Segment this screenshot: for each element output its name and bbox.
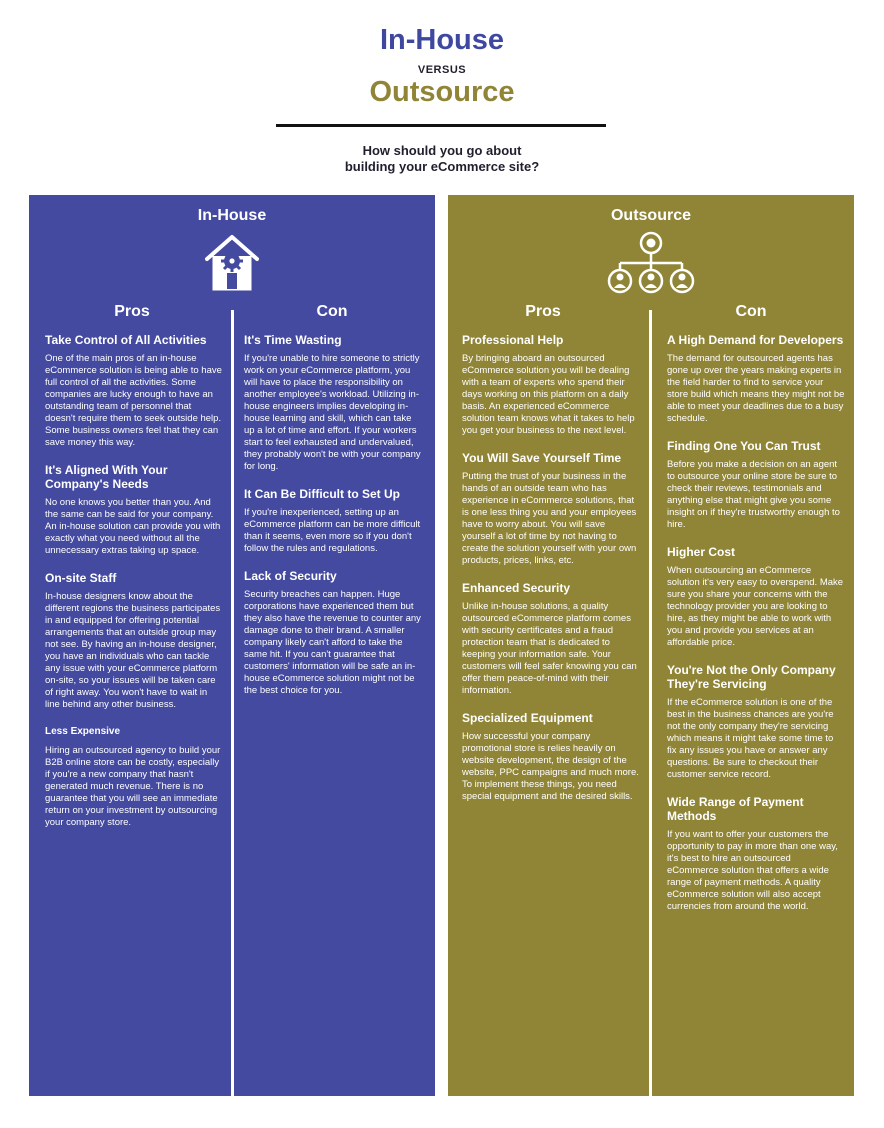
outsource-panel-title: Outsource	[610, 207, 691, 224]
section-body: One of the main pros of an in-house eCommerce solution is being able to have full control of all the activities. Some companies are lucky enough to have an outstanding team of personnel that doesn't require them to seek outside help. Some business owners feel that they can save money this way.	[45, 353, 222, 448]
section-body: When outsourcing an eCommerce solution it's very easy to overspend. Make sure you share your concerns with the technology provider you are looking to hire, as they might be able to work with you and provide you services at an affordable price.	[667, 565, 844, 648]
section-heading: It's Aligned With Your Company's Needs	[45, 463, 168, 491]
section-heading: Enhanced Security	[462, 581, 571, 595]
team-gear-icon	[606, 231, 696, 297]
section-body: Hiring an outsourced agency to build your B2B online store can be costly, especially if you're a new company that hasn't generated much revenue. There is no guarantee that you will see an immediate return on your investment by outsourcing your company store.	[45, 745, 221, 828]
section-body: The demand for outsourced agents has gone up over the years making experts in the field harder to find to service your store build which means they might not be able to meet your deadlines due to a busy schedule.	[667, 353, 845, 424]
in-house-panel	[29, 195, 435, 1096]
section-body: Before you make a decision on an agent to outsource your online store be sure to check their reviews, testimonials and anything else that might give you some insight on if they're trustworthy enough to hire.	[667, 459, 840, 530]
section-body: If you're unable to hire someone to strictly work on your eCommerce platform, you will have to place the responsibility on another employee's workload. Utilizing in-house engineers implies developing in-house learning and skill, which can take up a lot of time and effort. If your workers start to feel exhausted and undervalued, they probably won't be with your company for long.	[244, 353, 421, 472]
section-heading: A High Demand for Developers	[667, 333, 844, 347]
house-gear-icon	[201, 231, 263, 293]
section-heading: It's Time Wasting	[244, 333, 342, 347]
title-outsource: Outsource	[369, 76, 515, 108]
question-line-2: building your eCommerce site?	[344, 159, 540, 174]
question-line-1: How should you go about	[362, 143, 522, 158]
section-body: If you want to offer your customers the opportunity to pay in more than one way, it's best to hire an outsourced eCommerce solution that offers a wide range of payment methods. A quality eCommerce solution will also accept currencies from around the world.	[667, 829, 838, 912]
section-heading: Specialized Equipment	[462, 711, 593, 725]
outsource-pros-heading: Pros	[525, 303, 561, 320]
section-heading: On-site Staff	[45, 571, 117, 585]
title-in-house: In-House	[379, 24, 505, 56]
outsource-con-column	[667, 333, 845, 927]
versus-label: VERSUS	[417, 64, 467, 76]
section-heading: Finding One You Can Trust	[667, 439, 821, 453]
section-body: No one knows you better than you. And the same can be said for your company. An in-house solution can provide you with exactly what you need without all the unnecessary extras taking up space.	[45, 497, 221, 556]
in-house-panel-title: In-House	[197, 207, 267, 224]
section-body: Putting the trust of your business in the hands of an outside team who has experience in eCommerce solutions, that is one less thing you and your employees have to worry about. You will save yourself a lot of time by not having to create the solution yourself with your own products, prices, links, etc.	[462, 471, 637, 566]
section-body: Unlike in-house solutions, a quality outsourced eCommerce platform comes with security certificates and a fraud protection team that is dedicated to keeping your information safe. Your customers will feel safer knowing you can offer them peace-of-mind with their information.	[462, 601, 637, 696]
outsource-panel	[448, 195, 854, 1096]
header-divider	[276, 124, 606, 127]
section-body: In-house designers know about the different regions the business participates in and equipped for offering potential arrangements that an outside group may not see. By having an in-house designer, you have an individuals who can tackle any issue with your eCommerce platform on-site, so your issues will be taken care of right away. You won't have to wait in line behind any other business.	[45, 591, 221, 710]
section-heading: Less Expensive	[45, 726, 121, 737]
section-heading: Wide Range of Payment Methods	[667, 795, 804, 823]
outsource-column-divider	[649, 310, 652, 1100]
section-heading: Higher Cost	[667, 545, 736, 559]
in-house-con-heading: Con	[316, 303, 348, 320]
section-body: How successful your company promotional store is relies heavily on website development, the design of the website, PPC campaigns and much more. To implement these things, you need special equipment and the desired skills.	[462, 731, 639, 802]
section-heading: Take Control of All Activities	[45, 333, 207, 347]
in-house-pros-heading: Pros	[114, 303, 150, 320]
section-body: By bringing aboard an outsourced eCommerce solution you will be dealing with a team of experts who spend their days working on this platform on a daily basis. An experienced eCommerce solution team knows what it takes to help you get your business to the next level.	[462, 353, 635, 436]
in-house-pros-column	[45, 333, 223, 843]
section-heading: Professional Help	[462, 333, 564, 347]
section-body: If the eCommerce solution is one of the best in the business chances are you're not the only company they're servicing which means it might take some time to fix any issues you have or answer any questions. Be sure to checkout their customer service record.	[667, 697, 834, 780]
section-body: If you're inexperienced, setting up an eCommerce platform can be more difficult than it seems, even more so if you don't follow the rules and regulations.	[244, 507, 421, 554]
outsource-pros-column	[462, 333, 640, 817]
outsource-con-heading: Con	[735, 303, 767, 320]
section-heading: It Can Be Difficult to Set Up	[244, 487, 400, 501]
section-body: Security breaches can happen. Huge corporations have experienced them but they also have the revenue to counter any damage done to their brand. A smaller company likely can't afford to take the same hit. If you can't guarantee that customers' information will be safe an in-house eCommerce solution might not be the best choice for you.	[244, 589, 421, 696]
section-heading: You Will Save Yourself Time	[462, 451, 622, 465]
in-house-column-divider	[231, 310, 234, 1100]
question	[0, 143, 884, 175]
in-house-con-column	[244, 333, 422, 711]
section-heading: You're Not the Only Company They're Servicing	[667, 663, 836, 691]
section-heading: Lack of Security	[244, 569, 337, 583]
